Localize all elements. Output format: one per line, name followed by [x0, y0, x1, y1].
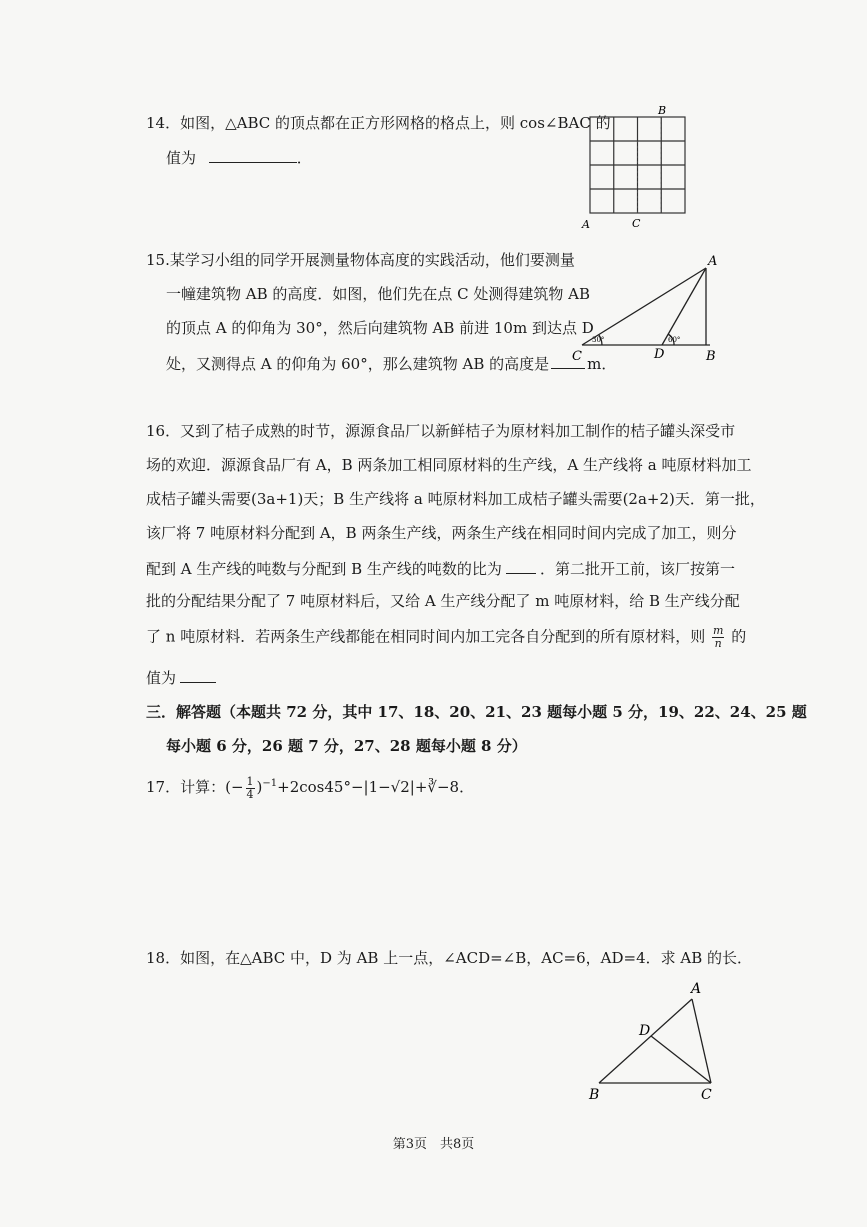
q15-line4-text: 处，又测得点 A 的仰角为 60°，那么建筑物 AB 的高度是 — [166, 355, 550, 373]
q18-label-d: D — [639, 1023, 651, 1039]
q16-line6: 批的分配结果分配了 7 吨原材料后，又给 A 生产线分配了 m 吨原材料，给 B 生产线分配 — [146, 592, 740, 610]
q15-line2: 一幢建筑物 AB 的高度．如图，他们先在点 C 处测得建筑物 AB — [166, 285, 591, 303]
q15-line1: 15.某学习小组的同学开展测量物体高度的实践活动，他们要测量 — [146, 251, 575, 269]
q16-line1: 16．又到了桔子成熟的时节，源源食品厂以新鲜桔子为原材料加工制作的桔子罐头深受市 — [146, 422, 736, 440]
q18-line1: 18．如图，在△ABC 中，D 为 AB 上一点，∠ACD=∠B，AC=6，AD=4．求 AB 的长． — [146, 949, 753, 967]
q14-line1: 14．如图，△ABC 的顶点都在正方形网格的格点上，则 cos∠BAC 的 — [146, 114, 611, 132]
page-footer: 第3页 共8页 — [392, 1137, 475, 1152]
q17-exponent: −1 — [262, 778, 278, 789]
q16-line8-text: 值为 — [146, 669, 177, 687]
q18-label-b: B — [589, 1087, 600, 1103]
q15-angle-60: 60° — [668, 336, 681, 344]
q16-line5 — [146, 557, 735, 579]
q16-line8 — [146, 666, 216, 688]
q15-label-d: D — [654, 347, 665, 362]
q14-answer-blank — [209, 146, 297, 163]
q16-fraction: $\frac{m}{n}$ — [712, 624, 724, 650]
q17-fraction: $\frac{1}{4}$ — [246, 774, 254, 801]
q15-line4 — [166, 352, 616, 374]
q17-part2: ) — [256, 778, 263, 796]
q14-line2: 值为 ． — [166, 146, 312, 168]
q15-line3: 的顶点 A 的仰角为 30°，然后向建筑物 AB 前进 10m 到达点 D — [166, 319, 594, 337]
q18-label-a: A — [691, 981, 702, 997]
q15-label-b: B — [706, 349, 716, 364]
q16-line5-text-a: 配到 A 生产线的吨数与分配到 B 生产线的吨数的比为 — [146, 560, 502, 578]
q15-label-c: C — [572, 349, 582, 364]
q15-unit: m． — [587, 355, 617, 373]
q16-line4: 该厂将 7 吨原材料分配到 A，B 两条生产线，两条生产线在相同时间内完成了加工，则分 — [146, 524, 737, 542]
q17-part3: +2cos45°−|1−√2|+∛−8． — [277, 778, 475, 796]
q16-answer-blank-1 — [506, 557, 536, 574]
section3-heading-line1: 三．解答题（本题共 72 分，其中 17、18、20、21、23 题每小题 5 分，19、22、24、25 题 — [146, 703, 807, 721]
q14-label-a: A — [582, 218, 590, 231]
q18-label-c: C — [701, 1087, 712, 1103]
q17-part1: (− — [225, 778, 244, 796]
q16-line7-text-b: 的 — [731, 627, 747, 646]
q18-triangle-figure — [585, 975, 725, 1105]
q15-triangle-figure — [570, 250, 720, 365]
q16-line5-text-b: ．第二批开工前，该厂按第一 — [539, 560, 735, 578]
section3-heading-line2: 每小题 6 分，26 题 7 分，27、28 题每小题 8 分） — [166, 737, 527, 755]
q17-expression — [146, 774, 474, 801]
q15-angle-30: 30° — [592, 336, 605, 344]
q16-line7 — [146, 625, 746, 650]
q14-grid-figure — [580, 100, 695, 232]
q15-label-a: A — [708, 254, 718, 269]
q14-label-b: B — [658, 104, 667, 117]
q14-line2-text: 值为 — [166, 149, 197, 167]
q17-prefix: 17．计算： — [146, 778, 226, 796]
q14-label-c: C — [632, 217, 641, 230]
q16-line2: 场的欢迎．源源食品厂有 A，B 两条加工相同原材料的生产线，A 生产线将 a 吨原材料加工 — [146, 456, 752, 474]
q16-answer-blank-2 — [180, 666, 216, 683]
q16-line7-text-a: 了 n 吨原材料．若两条生产线都能在相同时间内加工完各自分配到的所有原材料，则 — [146, 627, 706, 646]
q16-line3: 成桔子罐头需要(3a+1)天；B 生产线将 a 吨原材料加工成桔子罐头需要(2a+2)天．第一批， — [146, 490, 765, 508]
